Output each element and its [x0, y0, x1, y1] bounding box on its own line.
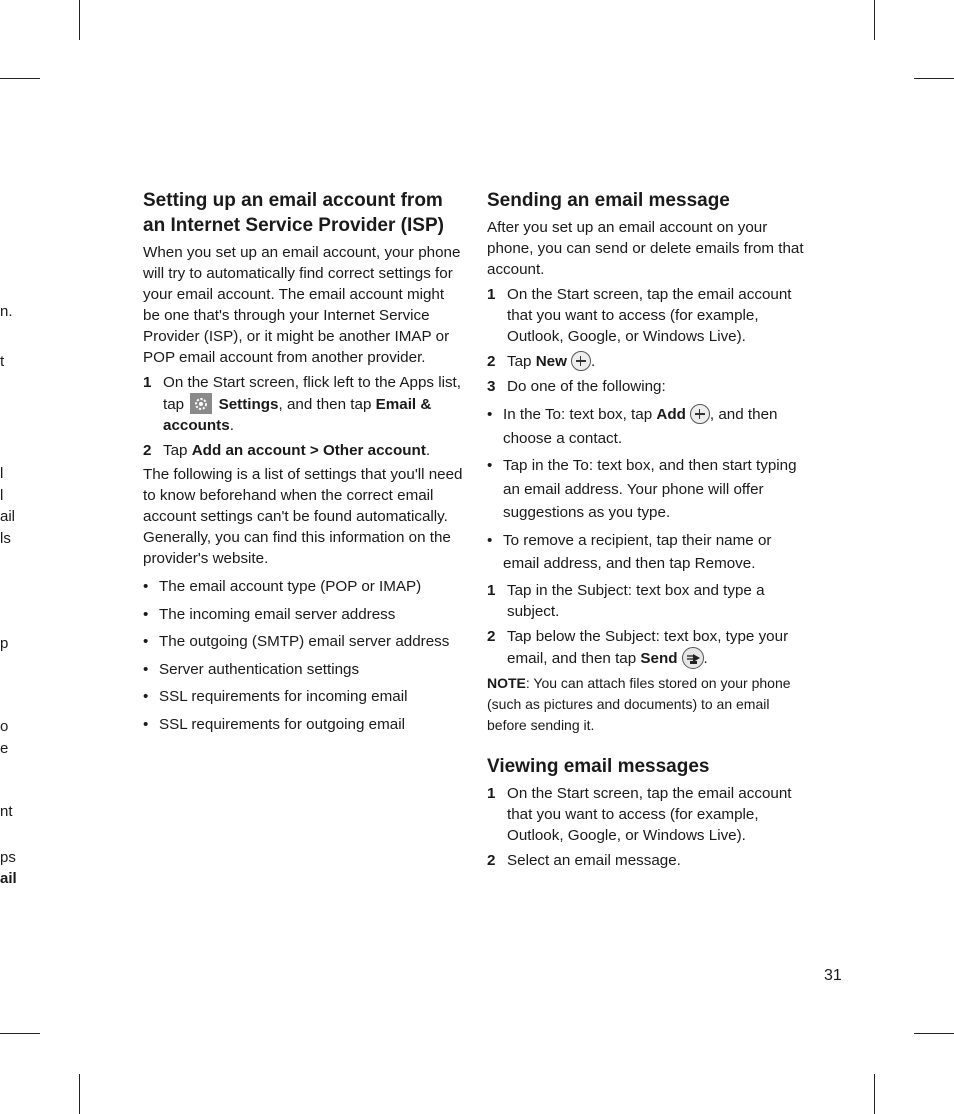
step-text: Select an email message.	[507, 851, 681, 869]
page-number: 31	[824, 967, 842, 984]
crop-mark	[0, 1033, 40, 1034]
view-step-2	[487, 850, 807, 871]
list-item: • The incoming email server address	[143, 605, 396, 623]
note-text: NOTE: You can attach files stored on your phone (such as pictures and documents) to an email before sending it.	[487, 674, 791, 733]
send-options-list	[487, 403, 807, 576]
crop-mark	[914, 78, 954, 79]
send-step-2	[487, 351, 807, 372]
note-label: NOTE	[487, 674, 526, 691]
step-text: Do one of the following:	[507, 378, 666, 395]
list-item: • The outgoing (SMTP) email server address	[143, 633, 450, 650]
section-heading-sending: Sending an email message	[487, 190, 730, 211]
edge-fragment: ail	[0, 870, 17, 887]
send-icon	[682, 647, 704, 669]
list-item: • SSL requirements for incoming email	[143, 688, 408, 705]
list-item: • Tap in the To: text box, and then start typing an email address. Your phone will offer suggestions as you type.	[487, 457, 797, 521]
right-column	[487, 188, 807, 871]
send-step-4	[487, 580, 807, 622]
settings-gear-icon	[190, 393, 212, 414]
crop-mark	[79, 0, 80, 40]
step-number: 1	[487, 286, 496, 303]
step-text: On the Start screen, tap the email account that you want to access (for example, Outlook, Google, or Windows Live).	[507, 286, 792, 345]
edge-fragment: p	[0, 635, 9, 652]
edge-fragment: n.	[0, 303, 13, 320]
add-label: Add	[656, 406, 686, 423]
step-text: On the Start screen, tap the email account that you want to access (for example, Outlook, Google, or Windows Live).	[507, 784, 792, 844]
list-item: • To remove a recipient, tap their name or email address, and then tap Remove.	[487, 531, 772, 572]
isp-step-1	[143, 372, 465, 436]
crop-mark	[874, 0, 875, 40]
step-number: 1	[143, 374, 152, 391]
edge-fragment: t	[0, 353, 5, 370]
sending-intro: After you set up an email account on your phone, you can send or delete emails from that account.	[487, 219, 804, 278]
edge-fragment: l	[0, 465, 4, 482]
edge-fragment: e	[0, 740, 9, 757]
send-step-3	[487, 376, 807, 397]
settings-label: Settings	[218, 396, 279, 413]
step-number: 1	[487, 581, 496, 599]
crop-mark	[874, 1074, 875, 1114]
crop-mark	[914, 1033, 954, 1034]
step-number: 3	[487, 378, 496, 395]
view-step-1	[487, 783, 807, 846]
left-column	[143, 188, 465, 740]
email-accounts-label: Email & accounts	[163, 396, 432, 434]
list-item: • The email account type (POP or IMAP)	[143, 578, 422, 595]
edge-fragment: o	[0, 718, 9, 735]
settings-info-paragraph: The following is a list of settings that you'll need to know beforehand when the correct email account settings can't be found automatically. Generally, you can find this information on the provider's website.	[143, 466, 463, 567]
edge-fragment: l	[0, 487, 4, 504]
section-heading-viewing: Viewing email messages	[487, 755, 710, 777]
step-text: On the Start screen, flick left to the Apps list, tap Settings, and then tap Email & accounts.	[163, 374, 461, 434]
edge-fragment: ps	[0, 849, 16, 866]
send-step-5	[487, 626, 807, 669]
list-item: • Server authentication settings	[143, 660, 360, 678]
add-plus-icon	[690, 404, 710, 424]
list-item: • In the To: text box, tap Add , and then choose a contact.	[487, 406, 778, 447]
step-text: Tap Add an account > Other account.	[163, 442, 431, 459]
step-text: Tap in the Subject: text box and type a subject.	[507, 581, 765, 620]
crop-mark	[79, 1074, 80, 1114]
step-text: Tap below the Subject: text box, type your email, and then tap Send .	[507, 627, 789, 667]
step-text: Tap New .	[507, 353, 596, 370]
send-step-1	[487, 284, 807, 347]
send-label: Send	[640, 649, 678, 667]
new-label: New	[535, 353, 567, 370]
edge-fragment: ail	[0, 508, 16, 525]
step-number: 1	[487, 784, 496, 802]
isp-intro: When you set up an email account, your phone will try to automatically find correct settings for your email account. The email account might be one that's through your Internet Service Provider (ISP), or it might be another IMAP or POP email account from another provider.	[143, 244, 461, 366]
new-plus-icon	[571, 351, 591, 371]
step-number: 2	[143, 442, 152, 459]
crop-mark	[0, 78, 40, 79]
step-number: 2	[487, 627, 496, 645]
section-heading-isp: Setting up an email account from an Internet Service Provider (ISP)	[143, 190, 444, 236]
list-item: • SSL requirements for outgoing email	[143, 715, 405, 733]
step-number: 2	[487, 353, 496, 370]
settings-bullet-list	[143, 575, 465, 736]
edge-fragment: nt	[0, 803, 13, 820]
step-number: 2	[487, 851, 496, 869]
add-account-label: Add an account > Other account	[191, 442, 426, 459]
edge-fragment: ls	[0, 530, 11, 547]
isp-step-2	[143, 440, 465, 461]
